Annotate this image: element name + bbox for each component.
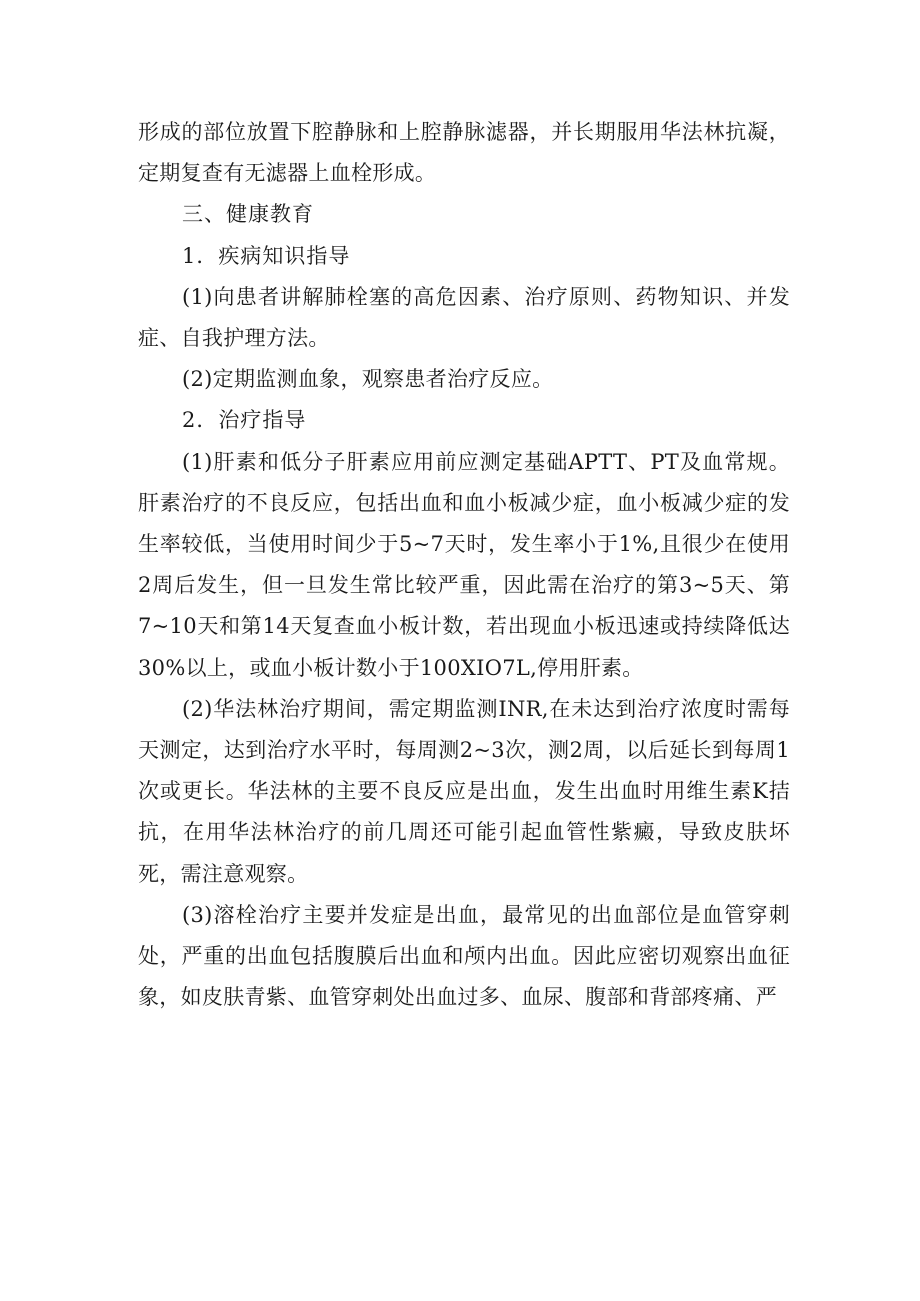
section-heading-health-education: 三、健康教育	[182, 202, 314, 227]
paragraph-monitor-blood: (2)定期监测血象，观察患者治疗反应。	[182, 367, 554, 392]
paragraph-filter-placement: 形成的部位放置下腔静脉和上腔静脉滤器，并长期服用华法林抗凝，定期复查有无滤器上血栓形成。	[138, 120, 790, 186]
subheading-disease-knowledge: 1．疾病知识指导	[182, 243, 351, 268]
subheading-treatment-guidance: 2．治疗指导	[182, 408, 307, 433]
paragraph-thrombolysis: (3)溶栓治疗主要并发症是出血，最常见的出血部位是血管穿刺处，严重的出血包括腹膜后出血和颅内出血。因此应密切观察出血征象，如皮肤青紫、血管穿刺处出血过多、血尿、腹部和背部疼痛、严	[138, 902, 790, 1010]
document-page	[138, 112, 790, 1018]
paragraph-heparin: (1)肝素和低分子肝素应用前应测定基础APTT、PT及血常规。肝素治疗的不良反应，包括出血和血小板减少症，血小板减少症的发生率较低，当使用时间少于5~7天时，发生率小于1%,且很少在使用2周后发生，但一旦发生常比较严重，因此需在治疗的第3~5天、第7~10天和第14天复查血小板计数，若出现血小板迅速或持续降低达30%以上，或血小板计数小于100XIO7L,停用肝素。	[138, 449, 790, 680]
paragraph-warfarin: (2)华法林治疗期间，需定期监测INR,在未达到治疗浓度时需每天测定，达到治疗水平时，每周测2~3次，测2周，以后延长到每周1次或更长。华法林的主要不良反应是出血，发生出血时用维生素K拮抗，在用华法林治疗的前几周还可能引起血管性紫癜，导致皮肤坏死，需注意观察。	[138, 696, 790, 886]
paragraph-risk-factors: (1)向患者讲解肺栓塞的高危因素、治疗原则、药物知识、并发症、自我护理方法。	[138, 284, 790, 351]
